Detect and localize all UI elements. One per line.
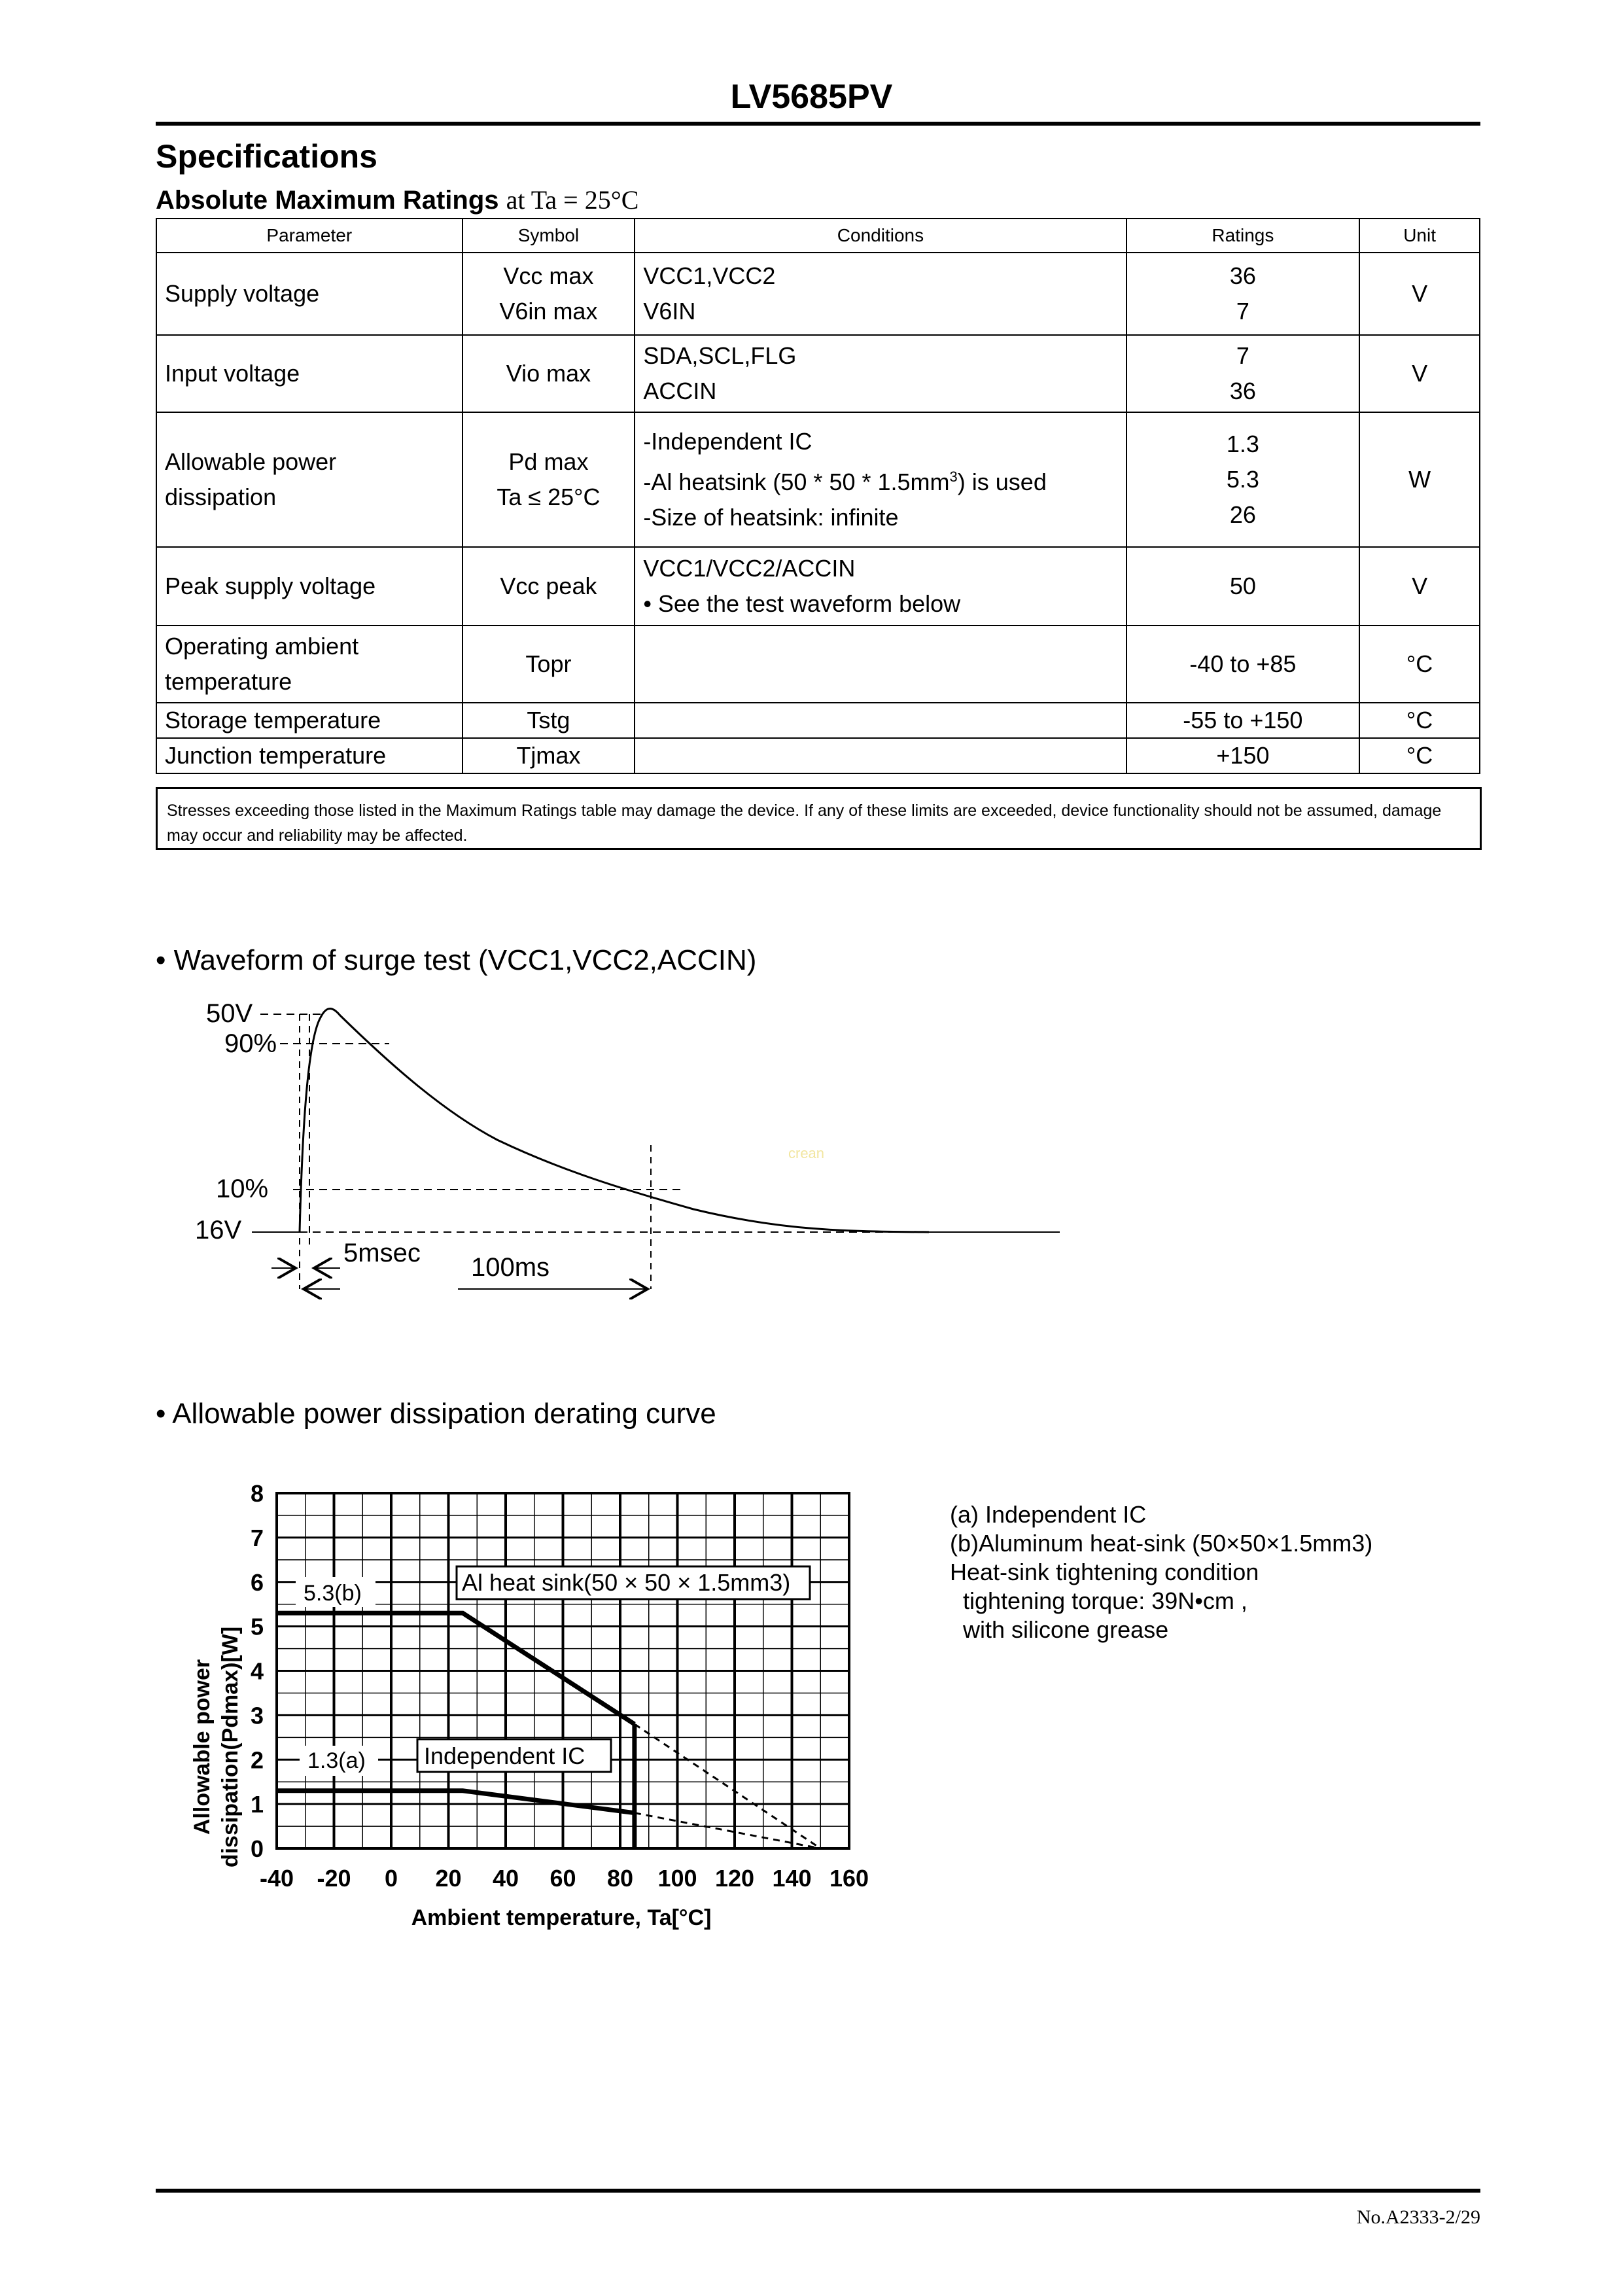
cell-conditions: VCC1,VCC2 V6IN	[635, 253, 1126, 335]
label-50v: 50V	[206, 999, 253, 1028]
cell-symbol: Vcc max V6in max	[462, 253, 635, 335]
cell-param: Peak supply voltage	[156, 547, 462, 626]
cell-unit: V	[1359, 547, 1480, 626]
page-number: No.A2333-2/29	[1356, 2206, 1480, 2228]
x-tick-label: 160	[829, 1865, 869, 1892]
label-90: 90%	[224, 1029, 277, 1058]
waveform-heading: • Waveform of surge test (VCC1,VCC2,ACCIN)	[156, 944, 757, 976]
y-tick-label: 5	[250, 1613, 264, 1640]
cell-symbol: Tjmax	[462, 738, 635, 773]
chart-grid	[277, 1493, 849, 1848]
x-tick-label: -40	[259, 1865, 294, 1892]
cell-param: Allowable power dissipation	[156, 412, 462, 547]
table-title	[156, 185, 638, 215]
y-tick-label: 2	[250, 1746, 264, 1774]
col-header: Parameter	[156, 219, 462, 253]
y-tick-label: 7	[250, 1524, 264, 1551]
cell-rating: -55 to +150	[1126, 703, 1360, 738]
legend-line: (b)Aluminum heat-sink (50×50×1.5mm3)	[950, 1530, 1373, 1557]
footer-rule	[156, 2189, 1480, 2193]
legend-line: (a) Independent IC	[950, 1501, 1147, 1528]
cell-unit: °C	[1359, 703, 1480, 738]
watermark: crean	[788, 1145, 825, 1161]
stress-note: Stresses exceeding those listed in the Maximum Ratings table may damage the device. If any of these limits are exceeded, device functionality should not be assumed, damage may occur and reliability may be affected.	[156, 787, 1482, 850]
legend-line: tightening torque: 39N•cm ,	[950, 1587, 1248, 1614]
x-tick-label: 40	[492, 1865, 519, 1892]
legend-line: with silicone grease	[950, 1616, 1169, 1643]
table-header-row	[156, 219, 1480, 253]
cell-unit: V	[1359, 335, 1480, 412]
series-b-label: 5.3(b)	[304, 1581, 362, 1606]
col-header: Symbol	[462, 219, 635, 253]
cell-param: Operating ambient temperature	[156, 626, 462, 703]
section-title: Specifications	[156, 138, 377, 175]
cell-conditions: SDA,SCL,FLG ACCIN	[635, 335, 1126, 412]
surge-waveform-diagram	[0, 968, 1112, 1309]
cell-param: Junction temperature	[156, 738, 462, 773]
y-tick-label: 0	[250, 1835, 264, 1862]
cell-symbol: Pd max Ta ≤ 25°C	[462, 412, 635, 547]
table-row	[156, 738, 1480, 773]
surge-waveform-curve	[300, 1008, 929, 1232]
table-row	[156, 626, 1480, 703]
derating-heading: • Allowable power dissipation derating curve	[156, 1398, 716, 1430]
x-tick-label: 120	[714, 1865, 755, 1892]
y-axis-label-2: dissipation(Pdmax)[W]	[218, 1626, 243, 1868]
cell-rating: 36 7	[1126, 253, 1360, 335]
cell-unit: V	[1359, 253, 1480, 335]
cell-symbol: Tstg	[462, 703, 635, 738]
cell-rating: 50	[1126, 547, 1360, 626]
cell-symbol: Vcc peak	[462, 547, 635, 626]
x-axis-label: Ambient temperature, Ta[°C]	[411, 1905, 712, 1930]
series-a-callout: Independent IC	[424, 1742, 585, 1769]
label-10: 10%	[216, 1174, 269, 1203]
col-header: Unit	[1359, 219, 1480, 253]
header-rule	[156, 122, 1480, 126]
label-100ms: 100ms	[471, 1253, 550, 1282]
x-tick-label: 60	[550, 1865, 576, 1892]
cell-rating: 7 36	[1126, 335, 1360, 412]
x-tick-label: 80	[606, 1865, 634, 1892]
x-tick-label: 100	[657, 1865, 697, 1892]
x-tick-label: 20	[435, 1865, 462, 1892]
table-row	[156, 412, 1480, 547]
label-5msec: 5msec	[343, 1239, 421, 1267]
cell-conditions	[635, 738, 1126, 773]
cell-conditions: VCC1/VCC2/ACCIN • See the test waveform below	[635, 547, 1126, 626]
cell-rating: -40 to +85	[1126, 626, 1360, 703]
table-row	[156, 253, 1480, 335]
page-title: LV5685PV	[730, 78, 893, 116]
cell-rating: +150	[1126, 738, 1360, 773]
ratings-table	[156, 218, 1480, 774]
y-tick-label: 1	[250, 1791, 264, 1818]
x-tick-label: 0	[384, 1865, 398, 1892]
table-title-condition: at Ta = 25°C	[506, 185, 639, 215]
series-b-callout: Al heat sink(50 × 50 × 1.5mm3)	[462, 1569, 791, 1596]
cell-unit: °C	[1359, 626, 1480, 703]
y-tick-label: 8	[250, 1480, 264, 1507]
x-tick-label: -20	[317, 1865, 351, 1892]
cell-symbol: Topr	[462, 626, 635, 703]
legend-line: Heat-sink tightening condition	[950, 1559, 1259, 1585]
x-tick-label: 140	[772, 1865, 812, 1892]
series-a-label: 1.3(a)	[307, 1748, 366, 1773]
cell-param: Supply voltage	[156, 253, 462, 335]
y-axis-label-1: Allowable power	[190, 1659, 215, 1835]
cell-param: Input voltage	[156, 335, 462, 412]
table-row	[156, 703, 1480, 738]
col-header: Ratings	[1126, 219, 1360, 253]
cell-symbol: Vio max	[462, 335, 635, 412]
table-title-text: Absolute Maximum Ratings	[156, 186, 499, 215]
cell-unit: W	[1359, 412, 1480, 547]
derating-chart	[164, 1472, 896, 1943]
table-row	[156, 335, 1480, 412]
cell-conditions: -Independent IC -Al heatsink $(50 * 50 * 1.5mm^3)$ is used -Size of heatsink: infinite	[635, 412, 1126, 547]
table-row	[156, 547, 1480, 626]
derating-legend	[950, 1500, 1372, 1644]
cell-conditions	[635, 626, 1126, 703]
label-16v: 16V	[195, 1216, 242, 1245]
cell-conditions	[635, 703, 1126, 738]
cell-unit: °C	[1359, 738, 1480, 773]
y-tick-label: 6	[250, 1568, 264, 1596]
cell-rating: 1.3 5.3 26	[1126, 412, 1360, 547]
col-header: Conditions	[635, 219, 1126, 253]
y-tick-label: 4	[250, 1657, 264, 1685]
y-tick-label: 3	[250, 1702, 264, 1729]
cell-param: Storage temperature	[156, 703, 462, 738]
